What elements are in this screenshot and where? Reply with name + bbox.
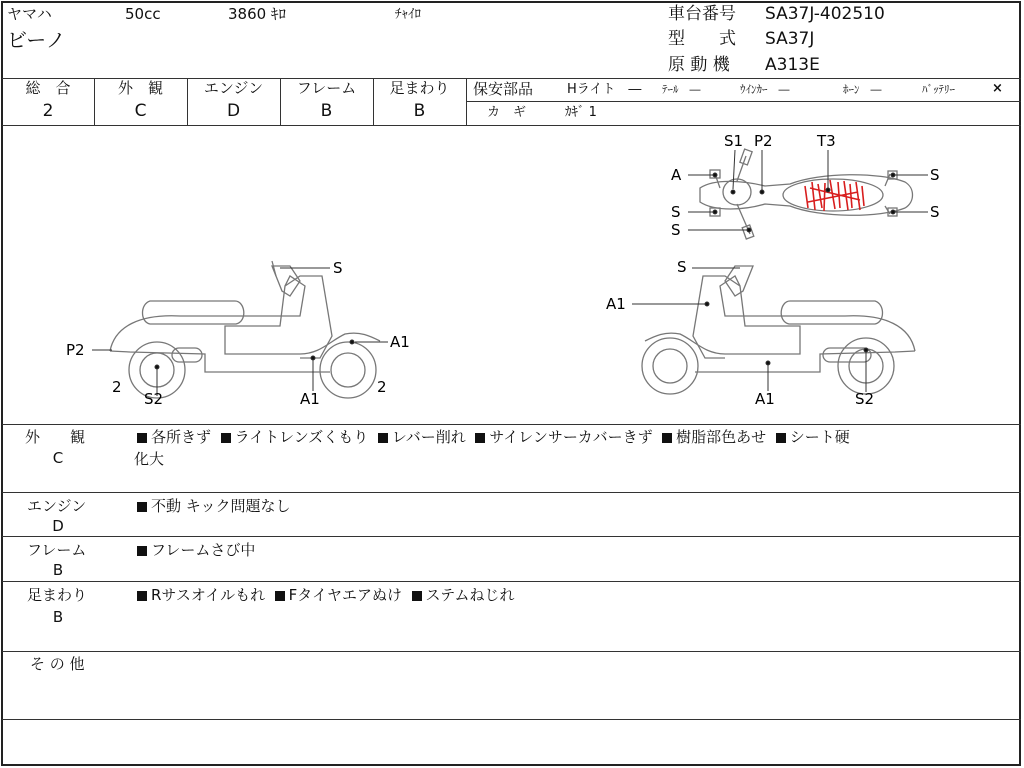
key-label: カ ギ (487, 105, 527, 120)
remark-frame-items (137, 543, 255, 558)
grade-total-value: 2 (42, 101, 54, 121)
divider (2, 719, 1021, 720)
label-a1-right-top: A1 (606, 295, 626, 313)
divider (2, 492, 1021, 493)
model-name: ビーノ (7, 28, 66, 52)
remark-item: 各所きず (151, 428, 212, 446)
divider (466, 101, 1021, 102)
remark-item: シート硬 (789, 428, 850, 446)
remark-engine-label: エンジン (27, 497, 87, 515)
remark-suspension-items (137, 588, 514, 603)
remark-exterior-items (137, 430, 850, 445)
remark-item: ライトレンズくもり (234, 428, 369, 446)
label-s2-right: S2 (855, 390, 875, 408)
color: ﾁｬｲﾛ (395, 7, 421, 22)
frame-no: SA37J-402510 (765, 4, 885, 24)
type-label: 型 式 (668, 29, 736, 49)
maker: ヤマハ (7, 5, 52, 23)
grade-exterior-value: C (134, 101, 147, 121)
divider (2, 536, 1021, 537)
damage-diagram (0, 126, 1024, 426)
label-a1-left: A1 (300, 390, 320, 408)
grade-engine-value: D (226, 101, 241, 121)
top-view-pointers (688, 150, 928, 232)
remark-frame-grade: B (52, 561, 64, 579)
label-t3: T3 (817, 132, 836, 150)
displacement: 50cc (125, 5, 161, 23)
grade-engine-label: エンジン (203, 79, 264, 97)
remark-item: ステムねじれ (425, 586, 515, 604)
remark-item: レバー削れ (391, 428, 466, 446)
remark-exterior-cont: 化大 (134, 450, 165, 468)
remark-suspension-grade: B (52, 608, 64, 626)
remark-engine-items (137, 499, 290, 514)
engine-label: 原 動 機 (668, 55, 730, 75)
label-a1-left-front: A1 (390, 333, 410, 351)
remark-exterior-label: 外 観 (25, 428, 86, 446)
label-s-top-left2: S (671, 221, 681, 239)
remark-other-label: そ の 他 (30, 655, 85, 673)
right-view-pointers (632, 268, 868, 392)
headlight-status: Hライト ― (567, 82, 642, 97)
type-value: SA37J (765, 29, 815, 49)
label-s-top-left1: S (671, 203, 681, 221)
taillight-status: ﾃｰﾙ ― (662, 83, 701, 96)
label-s-top-right2: S (930, 203, 940, 221)
remark-item: 樹脂部色あせ (676, 428, 767, 446)
divider (2, 424, 1021, 425)
battery-status: ﾊﾞｯﾃﾘｰ (922, 83, 955, 96)
scooter-right-view (642, 266, 915, 394)
scratch-marks (805, 180, 864, 211)
remark-item: Fタイヤエアぬけ (288, 586, 402, 604)
remark-engine-grade: D (52, 517, 64, 535)
key-value: ｶｷﾞ 1 (565, 105, 597, 120)
grade-suspension-value: B (413, 101, 426, 121)
label-s-right: S (677, 258, 687, 276)
label-2-left-front: 2 (377, 378, 387, 396)
scooter-left-view (110, 261, 380, 398)
left-view-pointers (92, 268, 388, 396)
grade-suspension-label: 足まわり (389, 79, 450, 97)
horn-status: ﾎｰﾝ ― (843, 83, 882, 96)
label-p2-left: P2 (66, 341, 85, 359)
remark-exterior-grade: C (52, 449, 64, 467)
frame-no-label: 車台番号 (668, 4, 736, 24)
label-s-left: S (333, 259, 343, 277)
mileage: 3860 ｷﾛ (228, 5, 286, 23)
label-p2-top: P2 (754, 132, 773, 150)
remark-item: サイレンサーカバーきず (489, 428, 653, 446)
grade-frame-label: フレーム (296, 79, 357, 97)
grade-frame-value: B (320, 101, 333, 121)
label-s2-left: S2 (144, 390, 164, 408)
label-s1: S1 (724, 132, 744, 150)
divider (2, 581, 1021, 582)
label-s-top-right1: S (930, 166, 940, 184)
remark-suspension-label: 足まわり (27, 586, 88, 604)
battery-mark: × (992, 81, 1003, 96)
label-a-top: A (671, 166, 682, 184)
label-a1-right: A1 (755, 390, 775, 408)
remark-frame-label: フレーム (27, 541, 87, 559)
remark-item: Rサスオイルもれ (151, 586, 266, 604)
remark-item: フレームさび中 (151, 541, 256, 559)
grade-exterior-label: 外 観 (117, 79, 163, 97)
grade-total-label: 総 合 (25, 79, 71, 97)
engine-value: A313E (765, 55, 820, 75)
remark-item: 不動 キック問題なし (151, 497, 291, 515)
safety-parts-label: 保安部品 (473, 80, 534, 98)
winker-status: ｳｲﾝｶｰ ― (740, 83, 790, 96)
label-2-left-rear: 2 (112, 378, 122, 396)
divider (2, 651, 1021, 652)
